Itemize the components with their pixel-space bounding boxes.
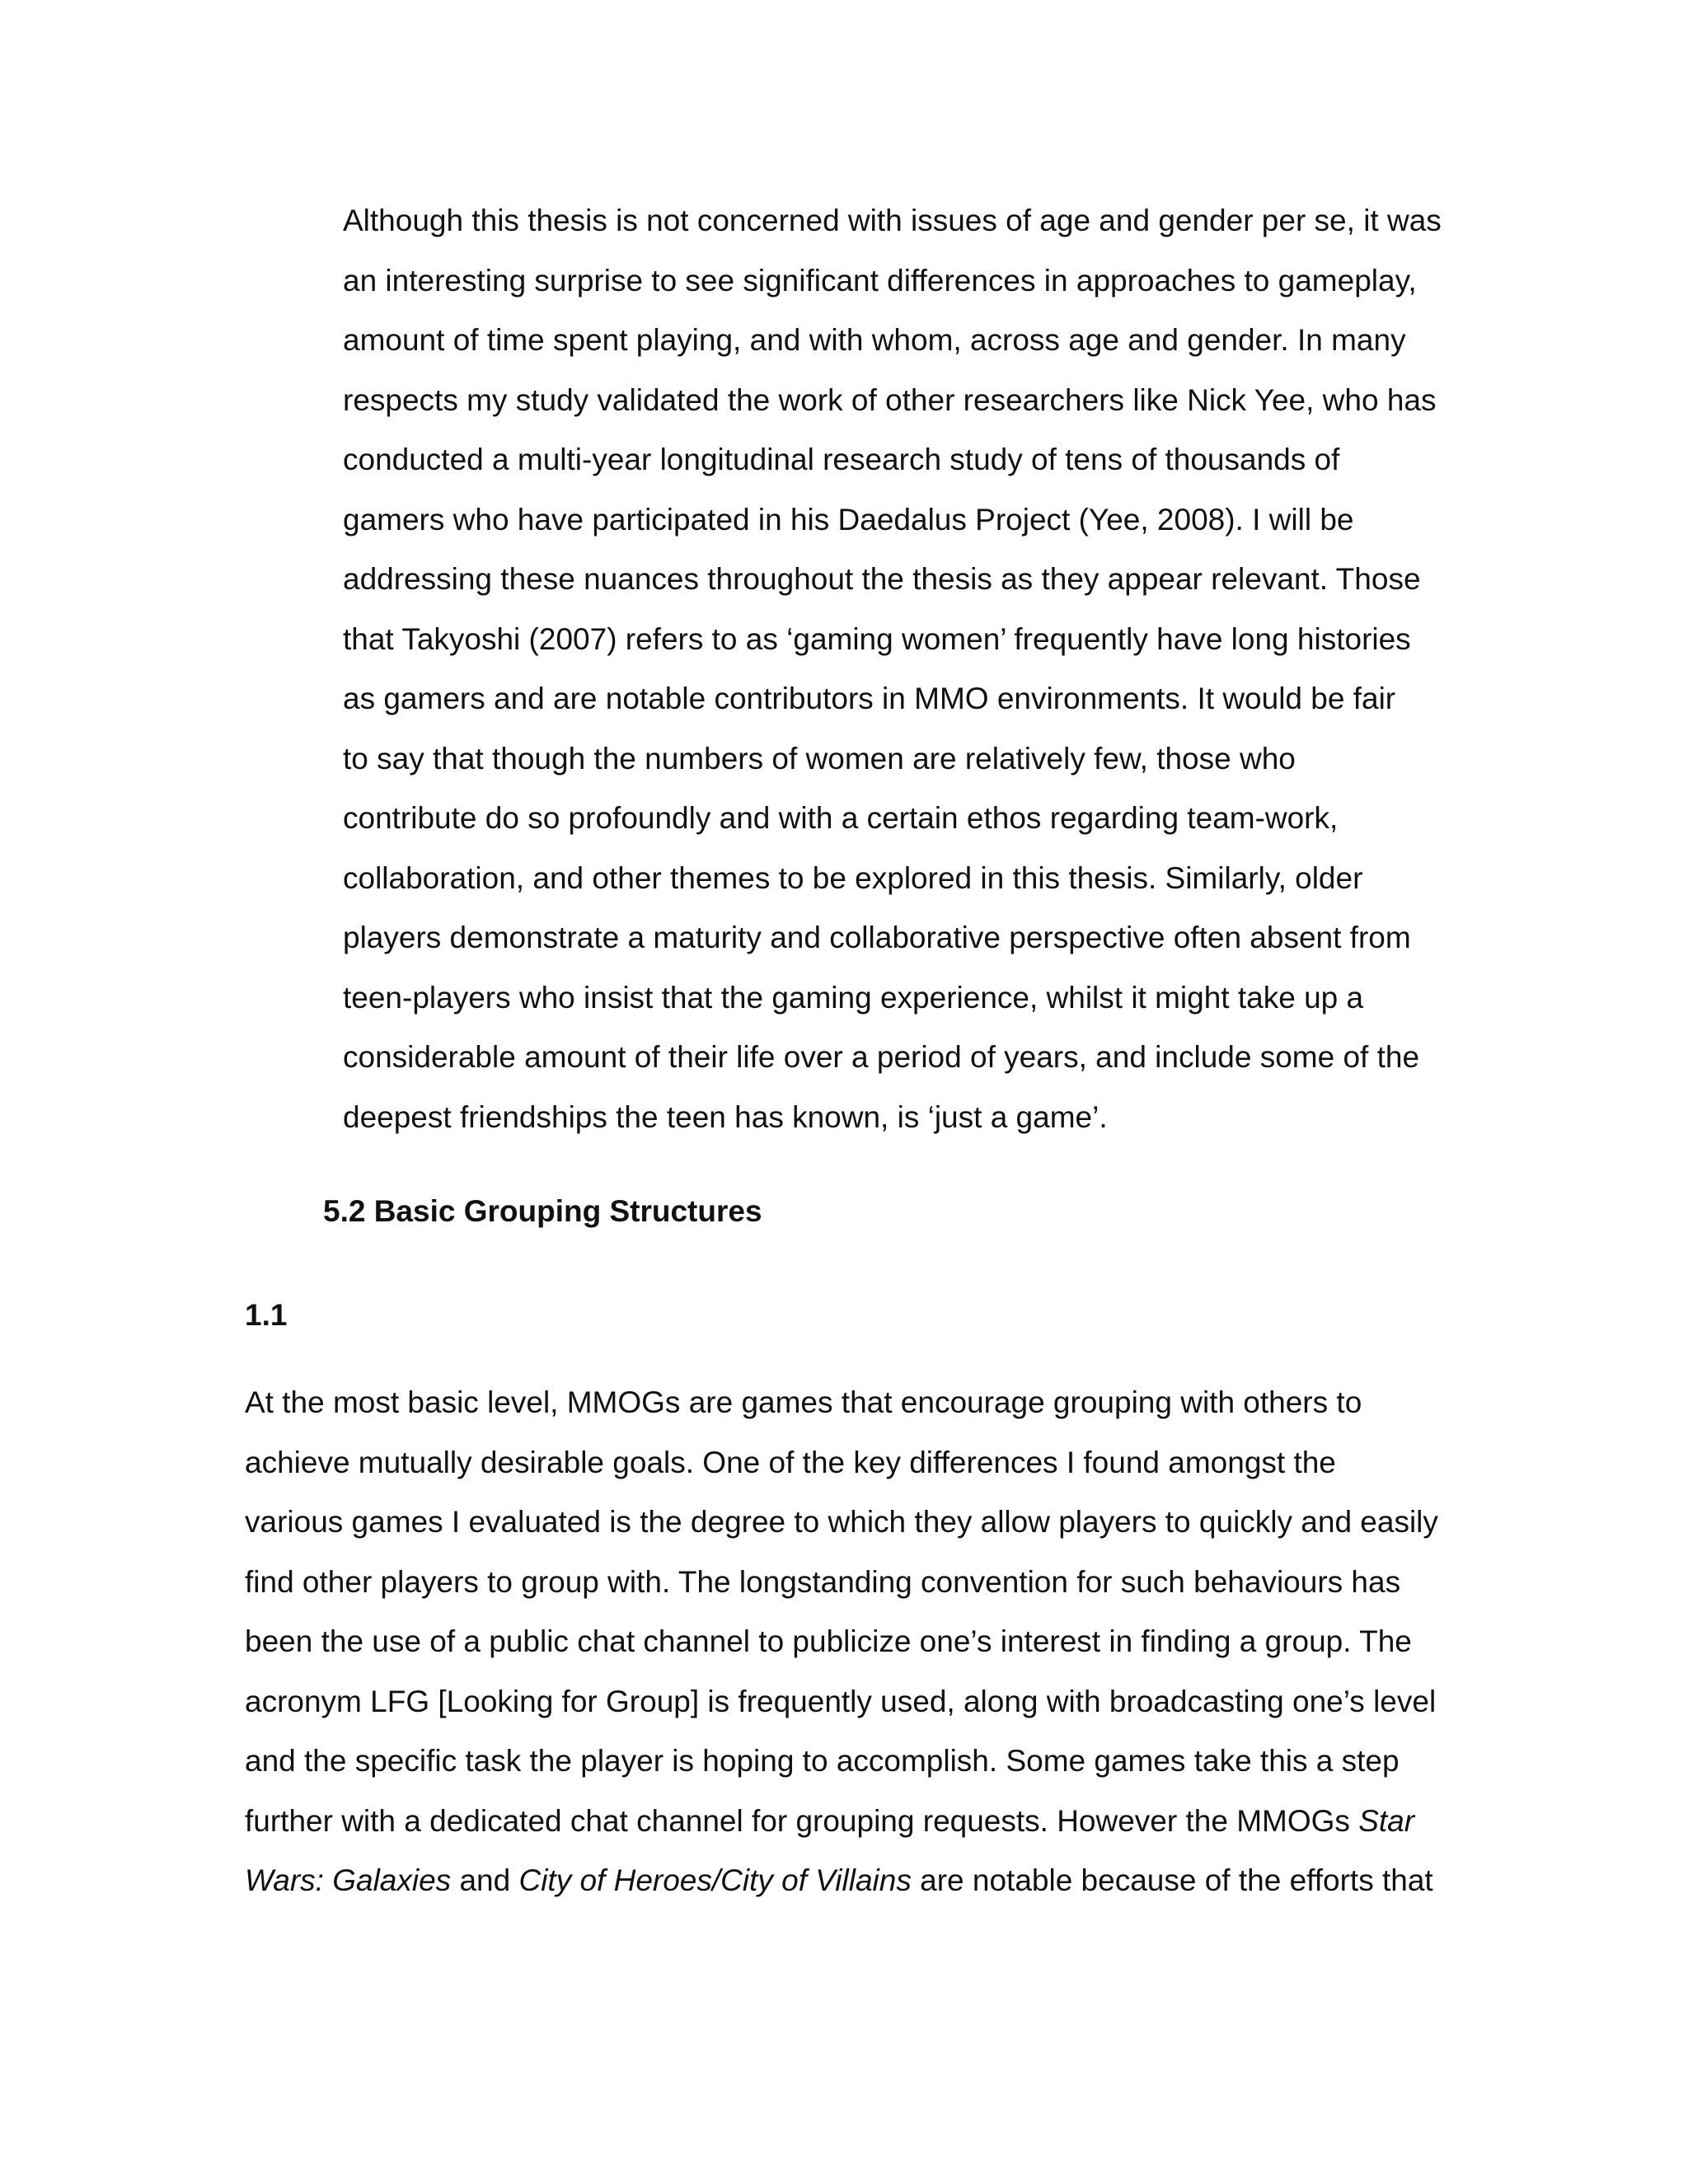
quote-line: as gamers and are notable contributors in MMO environments. It would be fair (343, 682, 1396, 715)
body-line: find other players to group with. The longstanding convention for such behaviours has (245, 1564, 1401, 1599)
quote-line: contribute do so profoundly and with a certain ethos regarding team-work, (343, 801, 1339, 835)
quote-line: addressing these nuances throughout the thesis as they appear relevant. Those (343, 562, 1421, 596)
italic-title: City of Heroes/City of Villains (518, 1863, 912, 1897)
body-line: and the specific task the player is hoping to accomplish. Some games take this a step (245, 1744, 1400, 1778)
quote-line: to say that though the numbers of women are relatively few, those who (343, 741, 1296, 776)
quote-line: conducted a multi-year longitudinal research study of tens of thousands of (343, 443, 1340, 476)
body-text-run: further with a dedicated chat channel for grouping requests. However the MMOGs (245, 1803, 1359, 1838)
body-line: various games I evaluated is the degree to which they allow players to quickly and easily (245, 1505, 1438, 1539)
sub-heading: 1.1 (245, 1298, 288, 1332)
body-line: At the most basic level, MMOGs are games that encourage grouping with others to (245, 1385, 1362, 1419)
quote-line: teen-players who insist that the gaming experience, whilst it might take up a (343, 980, 1364, 1015)
body-paragraph (245, 1373, 1448, 1911)
body-line (245, 1792, 1448, 1852)
quote-line: considerable amount of their life over a period of years, and include some of the (343, 1040, 1420, 1074)
italic-title: Wars: Galaxies (245, 1863, 452, 1897)
body-line: acronym LFG [Looking for Group] is frequently used, along with broadcasting one’s level (245, 1684, 1437, 1718)
body-text-run: are notable because of the efforts that (911, 1863, 1433, 1897)
quote-line: respects my study validated the work of other researchers like Nick Yee, who has (343, 382, 1437, 417)
quote-line: collaboration, and other themes to be explored in this thesis. Similarly, older (343, 860, 1363, 895)
body-line: been the use of a public chat channel to publicize one’s interest in finding a group. The (245, 1624, 1412, 1658)
section-heading: 5.2 Basic Grouping Structures (323, 1194, 762, 1228)
quote-line: gamers who have participated in his Daedalus Project (Yee, 2008). I will be (343, 502, 1354, 537)
block-quote (343, 191, 1442, 1147)
quote-line: Although this thesis is not concerned with issues of age and gender per se, it was (343, 204, 1442, 237)
quote-line: deepest friendships the teen has known, is ‘just a game’. (343, 1099, 1108, 1134)
italic-title: Star (1358, 1803, 1415, 1838)
quote-line: that Takyoshi (2007) refers to as ‘gaming women’ frequently have long histories (343, 621, 1411, 656)
body-line (245, 1851, 1448, 1911)
body-line: achieve mutually desirable goals. One of the key differences I found amongst the (245, 1445, 1336, 1479)
quote-line: amount of time spent playing, and with whom, across age and gender. In many (343, 323, 1406, 357)
body-text-run: and (451, 1863, 519, 1897)
quote-line: an interesting surprise to see significant differences in approaches to gameplay, (343, 263, 1417, 298)
quote-line: players demonstrate a maturity and collaborative perspective often absent from (343, 921, 1411, 954)
